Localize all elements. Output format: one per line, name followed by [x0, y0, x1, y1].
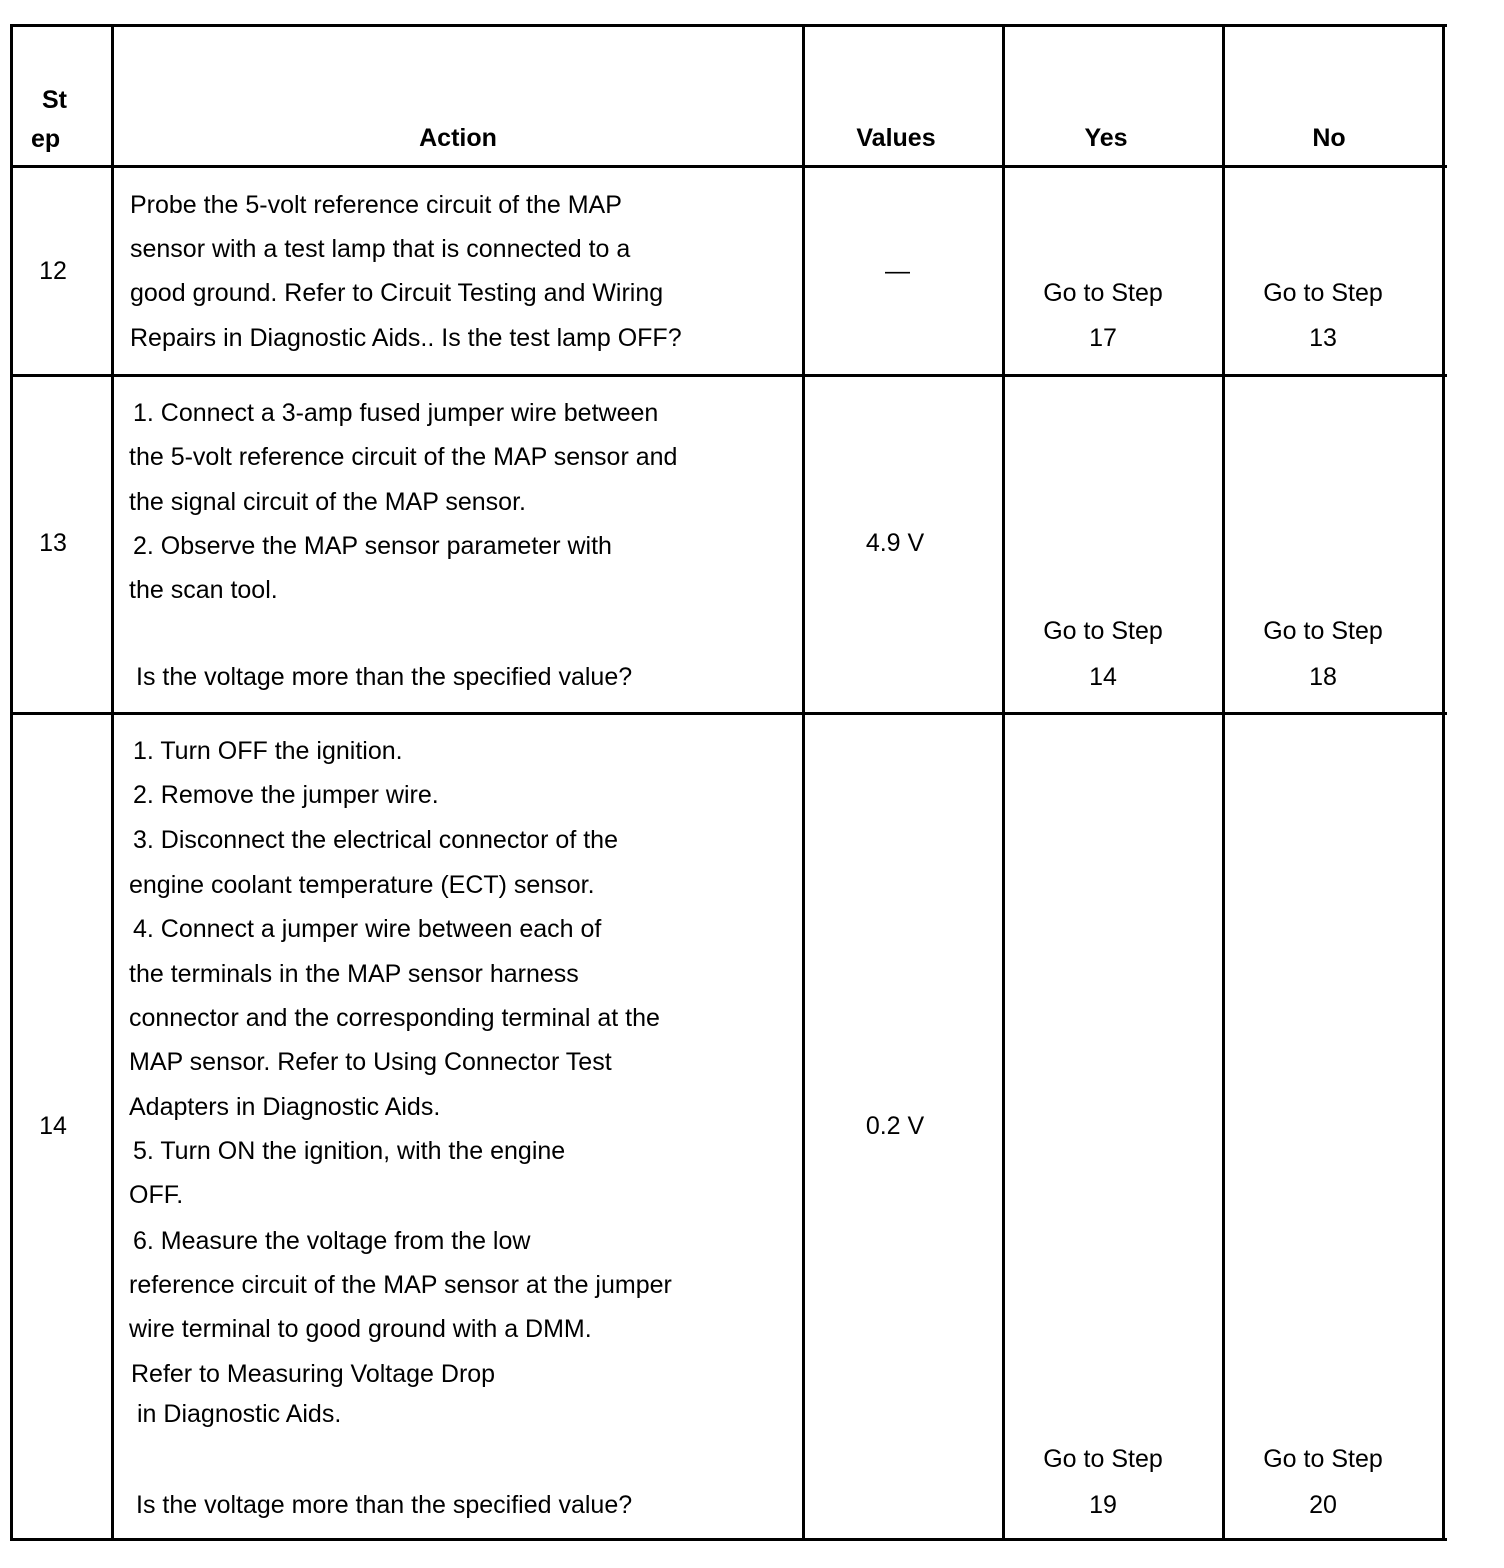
action-line: Repairs in Diagnostic Aids.. Is the test lamp OFF? [130, 324, 682, 352]
value-cell: 4.9 V [865, 529, 925, 557]
step-number: 13 [39, 529, 67, 557]
action-line: 2. Remove the jumper wire. [133, 781, 439, 809]
action-line: engine coolant temperature (ECT) sensor. [129, 871, 595, 899]
action-line: sensor with a test lamp that is connected to a [130, 235, 631, 263]
action-line: wire terminal to good ground with a DMM. [129, 1315, 592, 1343]
header-step-line2: ep [31, 125, 61, 153]
action-line: 1. Turn OFF the ignition. [133, 737, 403, 765]
action-line: 5. Turn ON the ignition, with the engine [133, 1137, 566, 1165]
action-line: Is the voltage more than the specified value? [136, 1491, 633, 1519]
no-goto-label[interactable]: Go to Step [1263, 617, 1383, 645]
yes-goto-label[interactable]: Go to Step [1043, 617, 1163, 645]
grid-line-values-yes [1002, 24, 1005, 1541]
no-goto-step[interactable]: 20 [1309, 1491, 1337, 1519]
grid-line-step-action [111, 24, 114, 1541]
grid-line-row13-bottom [10, 712, 1447, 715]
action-line: the signal circuit of the MAP sensor. [129, 488, 526, 516]
grid-line-header-bottom [10, 165, 1447, 168]
grid-line-bottom [10, 1538, 1447, 1541]
step-number: 14 [39, 1112, 67, 1140]
header-yes: Yes [1084, 124, 1128, 152]
action-line: good ground. Refer to Circuit Testing and Wiring [130, 279, 664, 307]
no-goto-step[interactable]: 13 [1309, 324, 1337, 352]
action-line: the terminals in the MAP sensor harness [129, 960, 579, 988]
yes-goto-step[interactable]: 17 [1089, 324, 1117, 352]
action-line: 2. Observe the MAP sensor parameter with [133, 532, 612, 560]
action-line: the 5-volt reference circuit of the MAP sensor and [129, 443, 678, 471]
action-line: MAP sensor. Refer to Using Connector Test [129, 1048, 612, 1076]
action-line: the scan tool. [129, 576, 278, 604]
action-line: 1. Connect a 3-amp fused jumper wire between [133, 399, 659, 427]
no-goto-label[interactable]: Go to Step [1263, 279, 1383, 307]
yes-goto-label[interactable]: Go to Step [1043, 1445, 1163, 1473]
action-line: Refer to Measuring Voltage Drop [131, 1360, 496, 1388]
grid-line-yes-no [1222, 24, 1225, 1541]
yes-goto-step[interactable]: 14 [1089, 663, 1117, 691]
action-line: 6. Measure the voltage from the low [133, 1227, 531, 1255]
yes-goto-step[interactable]: 19 [1089, 1491, 1117, 1519]
header-values: Values [856, 124, 936, 152]
action-line: 4. Connect a jumper wire between each of [133, 915, 602, 943]
grid-line-top [10, 24, 1447, 27]
action-line: 3. Disconnect the electrical connector of the [133, 826, 618, 854]
yes-goto-label[interactable]: Go to Step [1043, 279, 1163, 307]
action-line: connector and the corresponding terminal at the [129, 1004, 660, 1032]
action-line: Adapters in Diagnostic Aids. [129, 1093, 441, 1121]
action-line: Probe the 5-volt reference circuit of the MAP [130, 191, 622, 219]
no-goto-label[interactable]: Go to Step [1263, 1445, 1383, 1473]
step-number: 12 [39, 257, 67, 285]
grid-line-row12-bottom [10, 374, 1447, 377]
header-step-line1: St [42, 86, 67, 114]
value-cell: — [885, 257, 910, 285]
action-line: Is the voltage more than the specified value? [136, 663, 633, 691]
action-line: in Diagnostic Aids. [137, 1400, 342, 1428]
action-line: OFF. [129, 1181, 184, 1209]
value-cell: 0.2 V [865, 1112, 925, 1140]
action-line: reference circuit of the MAP sensor at the jumper [129, 1271, 672, 1299]
header-no: No [1312, 124, 1346, 152]
no-goto-step[interactable]: 18 [1309, 663, 1337, 691]
header-action: Action [419, 124, 497, 152]
grid-line-right [1442, 24, 1445, 1541]
